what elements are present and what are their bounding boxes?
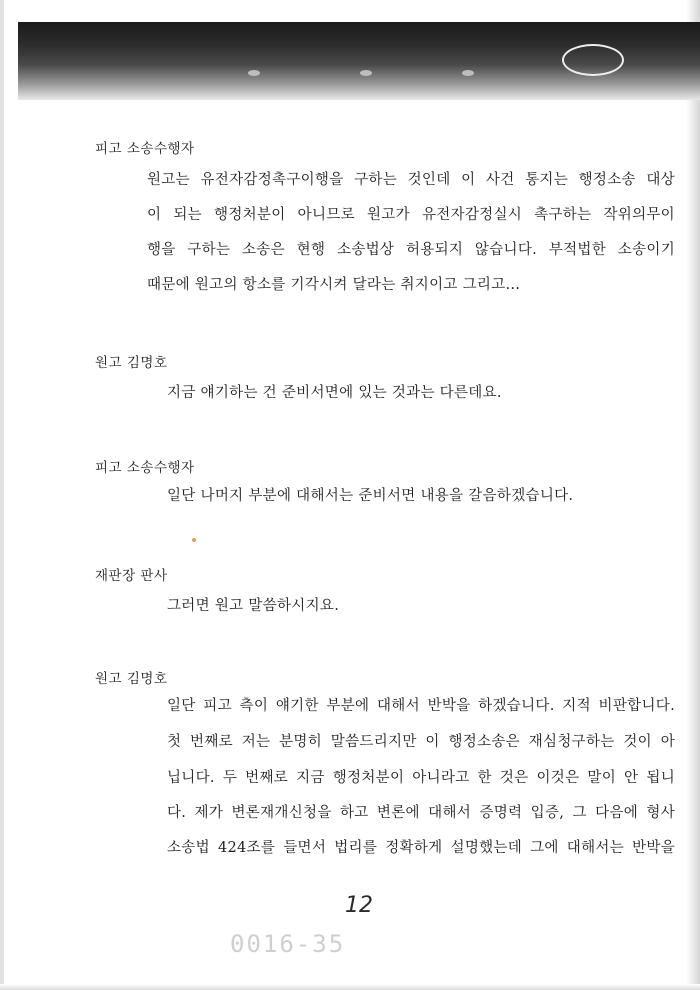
transcript-line: 지금 얘기하는 건 준비서면에 있는 것과는 다른데요. xyxy=(167,385,502,401)
speaker-label: 피고 소송수행자 xyxy=(95,141,195,157)
court-seal-stamp xyxy=(562,44,624,76)
binder-hole xyxy=(360,70,372,76)
scan-speck xyxy=(192,538,196,542)
scan-bottom-edge xyxy=(0,984,700,990)
transcript-line: 첫 번째로 저는 분명히 말씀드리지만 이 행정소송은 재심청구하는 것이 아 xyxy=(167,734,675,750)
transcript-line: 때문에 원고의 항소를 기각시켜 달라는 취지이고 그리고... xyxy=(147,277,521,293)
scan-left-edge xyxy=(0,0,4,990)
transcript-line: 소송법 424조를 들면서 법리를 정확하게 설명했는데 그에 대해서는 반박을 xyxy=(167,840,675,856)
transcript-line: 일단 나머지 부분에 대해서는 준비서면 내용을 갈음하겠습니다. xyxy=(167,488,574,504)
binder-hole xyxy=(248,70,260,76)
transcript-line: 다. 제가 변론재개신청을 하고 변론에 대해서 증명력 입증, 그 다음에 형사 xyxy=(167,805,675,821)
perforated-stamp-number: 0016-35 xyxy=(230,930,346,958)
scan-right-edge xyxy=(686,0,700,990)
transcript-line: 원고는 유전자감정촉구이행을 구하는 것인데 이 사건 통지는 행정소송 대상 xyxy=(147,172,675,188)
page-number: 12 xyxy=(345,893,373,918)
speaker-label: 원고 김명호 xyxy=(95,355,168,371)
binder-hole xyxy=(462,70,474,76)
transcript-line: 행을 구하는 소송은 현행 소송법상 허용되지 않습니다. 부적법한 소송이기 xyxy=(147,242,675,258)
transcript-line: 닙니다. 두 번째로 지금 행정처분이 아니라고 한 것은 이것은 말이 안 됩니 xyxy=(167,770,675,786)
transcript-line: 일단 피고 측이 얘기한 부분에 대해서 반박을 하겠습니다. 지적 비판합니다. xyxy=(167,698,675,714)
speaker-label: 피고 소송수행자 xyxy=(95,460,195,476)
transcript-line: 그러면 원고 말씀하시지요. xyxy=(167,598,340,614)
speaker-label: 원고 김명호 xyxy=(95,671,168,687)
transcript-line: 이 되는 행정처분이 아니므로 원고가 유전자감정실시 촉구하는 작위의무이 xyxy=(147,207,675,223)
speaker-label: 재판장 판사 xyxy=(95,568,168,584)
